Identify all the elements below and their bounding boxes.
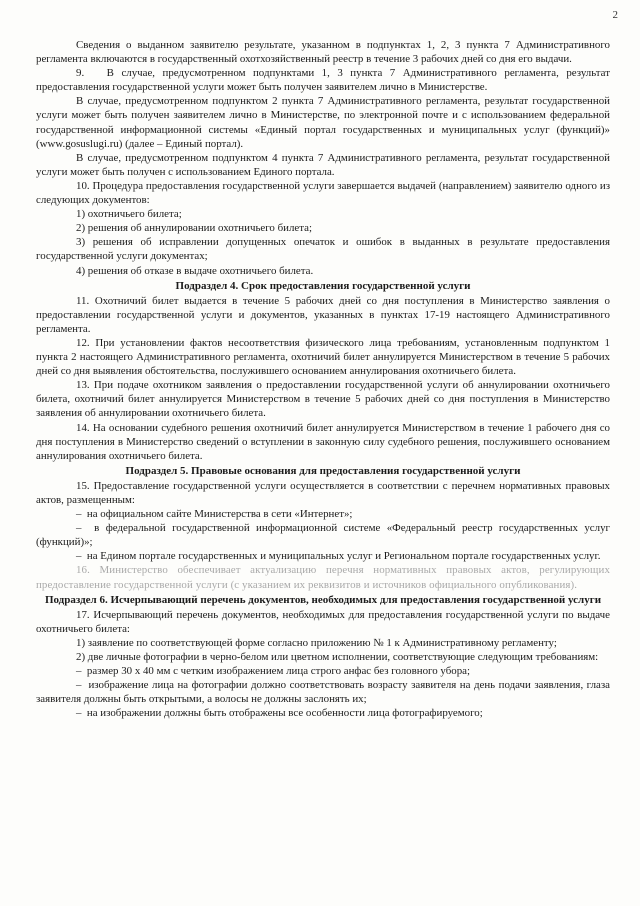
paragraph: 4) решения об отказе в выдаче охотничьего билета. bbox=[76, 264, 314, 277]
paragraph: – на Едином портале государственных и муниципальных услуг и Региональном портале государственных услуг. bbox=[76, 550, 601, 563]
paragraph: 13. При подаче охотником заявления о предоставлении государственной услуги об аннулировании охотничьего билета, охотничий билет аннулируется Министерством в течение 5 рабочих дней со дня поступления в Министерство заявления об аннулировании охотничьего билета. bbox=[36, 379, 610, 420]
paragraph: 10. Процедура предоставления государственной услуги завершается выдачей (направлением) заявителю одного из следующих документов: bbox=[36, 179, 610, 207]
paragraph: 3) решения об исправлении допущенных опечаток и ошибок в выданных в результате предоставления государственной услуги документах; bbox=[36, 236, 610, 263]
document-body bbox=[36, 38, 610, 721]
paragraph: – изображение лица на фотографии должно соответствовать возрасту заявителя на день подачи заявления, глаза заявителя должны быть открытыми, а волосы не должны заслонять их; bbox=[36, 679, 610, 706]
paragraph: 1) заявление по соответствующей форме согласно приложению № 1 к Административному регламенту; bbox=[76, 636, 557, 649]
page-number: 2 bbox=[612, 9, 618, 21]
section-heading: Подраздел 5. Правовые основания для предоставления государственной услуги bbox=[125, 464, 521, 477]
paragraph: – на официальном сайте Министерства в сети «Интернет»; bbox=[76, 508, 353, 521]
paragraph: 15. Предоставление государственной услуги осуществляется в соответствии с перечнем нормативных правовых актов, размещенным: bbox=[36, 479, 610, 506]
paragraph: 2) решения об аннулировании охотничьего билета; bbox=[76, 222, 312, 235]
paragraph: 14. На основании судебного решения охотничий билет аннулируется Министерством в течение 1 рабочего дня со дня поступления в Министерство сведений о вступлении в законную силу судебного решения, послужившего основанием аннулирования охотничьего билета. bbox=[36, 421, 610, 462]
paragraph: 12. При установлении фактов несоответствия физического лица требованиям, установленным подпунктом 1 пункта 2 настоящего Административного регламента, охотничий билет аннулируется Министерством в течение 5 рабочих дней со дня выявления обстоятельства, послужившего основанием аннулирования охотничьего билета. bbox=[36, 336, 610, 378]
paragraph: 16. Министерство обеспечивает актуализацию перечня нормативных правовых актов, регулирующих предоставление государственной услуги (с указанием их реквизитов и источников официального опубликования). bbox=[36, 564, 610, 591]
paragraph: 17. Исчерпывающий перечень документов, необходимых для предоставления государственной услуги по выдаче охотничьего билета: bbox=[36, 608, 610, 635]
paragraph: 9. В случае, предусмотренном подпунктами 1, 3 пункта 7 Административного регламента, результат предоставления государственной услуги может быть получен заявителем лично в Министерстве. bbox=[36, 67, 610, 94]
paragraph: 11. Охотничий билет выдается в течение 5 рабочих дней со дня поступления в Министерство заявления о предоставлении государственной услуги и документов, указанных в пунктах 17-19 настоящего Административного регламента. bbox=[36, 294, 610, 335]
paragraph: В случае, предусмотренном подпунктом 4 пункта 7 Административного регламента, результат государственной услуги может быть получен с использованием Единого портала. bbox=[36, 151, 610, 178]
paragraph: – на изображении должны быть отображены все особенности лица фотографируемого; bbox=[76, 707, 483, 720]
paragraph: – в федеральной государственной информационной системе «Федеральный реестр государственных услуг (функций)»; bbox=[36, 522, 610, 549]
paragraph: В случае, предусмотренном подпунктом 2 пункта 7 Административного регламента, результат государственной услуги может быть получен заявителем лично в Министерстве, по электронной почте и с использованием федеральной государственной информационной системы «Единый портал государственных и муниципальных услуг (функций)» (www.gosuslugi.ru) (далее – Единый портал). bbox=[36, 95, 610, 150]
paragraph: – размер 30 х 40 мм с четким изображением лица строго анфас без головного убора; bbox=[76, 665, 470, 678]
section-heading: Подраздел 6. Исчерпывающий перечень документов, необходимых для предоставления государственной услуги bbox=[44, 593, 602, 606]
section-heading: Подраздел 4. Срок предоставления государственной услуги bbox=[175, 279, 471, 292]
paragraph: 2) две личные фотографии в черно-белом или цветном исполнении, соответствующие следующим требованиям: bbox=[76, 651, 599, 664]
paragraph: 1) охотничьего билета; bbox=[76, 208, 182, 221]
paragraph: Сведения о выданном заявителю результате, указанном в подпунктах 1, 2, 3 пункта 7 Административного регламента включаются в государственный охотхозяйственный реестр в течение 3 рабочих дней со дня его выдачи. bbox=[36, 39, 610, 66]
